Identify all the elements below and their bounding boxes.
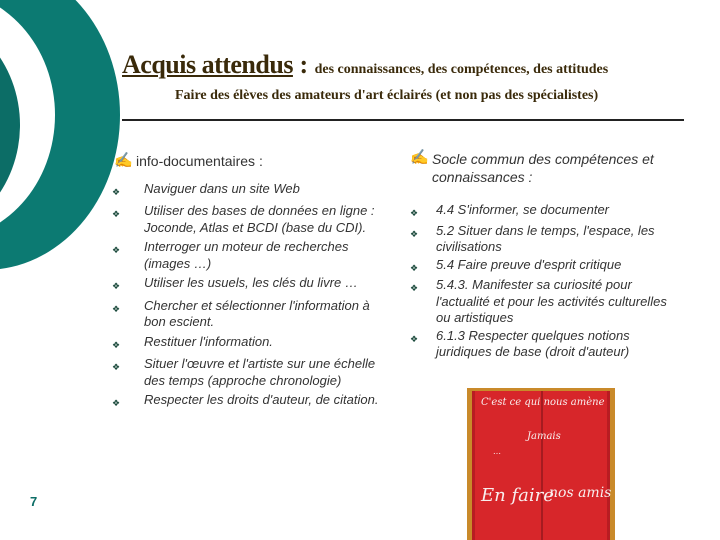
photo-door-divider	[541, 391, 543, 540]
diamond-bullet-icon: ❖	[112, 362, 121, 372]
diamond-bullet-icon: ❖	[410, 262, 419, 273]
photo-text: C'est ce qui nous amène	[481, 397, 605, 408]
left-heading	[114, 153, 384, 170]
diamond-bullet-icon: ❖	[112, 186, 121, 197]
title-colon: :	[292, 50, 315, 79]
right-heading	[410, 150, 680, 186]
left-list	[112, 181, 384, 412]
pen-bullet-icon: ✍	[114, 152, 133, 169]
diamond-bullet-icon: ❖	[410, 228, 419, 239]
diamond-bullet-icon: ❖	[112, 398, 121, 408]
photo-text: Jamais	[527, 431, 561, 442]
list-item: ❖ 5.4 Faire preuve d'esprit critique	[410, 257, 680, 277]
list-item: ❖ 4.4 S'informer, se documenter	[410, 202, 680, 222]
title-sub: des connaissances, des compétences, des attitudes	[314, 62, 609, 77]
diamond-bullet-icon: ❖	[410, 283, 419, 293]
slide-subtitle: Faire des élèves des amateurs d'art éclairés (et non pas des spécialistes)	[175, 88, 599, 103]
list-item: ❖ Restituer l'information.	[112, 334, 384, 354]
photo-red-board	[467, 388, 615, 540]
diamond-bullet-icon: ❖	[112, 245, 121, 255]
title-main: Acquis attendus	[122, 50, 293, 79]
list-item: ❖ Interroger un moteur de recherches (images …)	[112, 239, 349, 271]
pen-bullet-icon: ✍	[410, 149, 429, 166]
slide-title	[122, 50, 682, 80]
page-number: 7	[30, 494, 38, 509]
diamond-bullet-icon: ❖	[112, 303, 121, 314]
title-divider	[122, 119, 684, 121]
photo-text: nos amis	[549, 485, 612, 501]
diamond-bullet-icon: ❖	[112, 339, 121, 350]
right-heading-text: Socle commun des compétences et connaissances :	[432, 151, 654, 185]
list-item: ❖ Respecter les droits d'auteur, de citation.	[112, 392, 384, 412]
list-item: ❖ 5.2 Situer dans le temps, l'espace, les civilisations	[410, 222, 655, 254]
photo-board	[472, 391, 610, 540]
list-item: ❖ Naviguer dans un site Web	[112, 181, 384, 201]
right-column	[410, 150, 680, 362]
photo-text: …	[493, 447, 501, 456]
left-column	[112, 153, 384, 415]
diamond-bullet-icon: ❖	[410, 333, 419, 344]
list-item: ❖ Situer l'œuvre et l'artiste sur une échelle des temps (approche chronologie)	[112, 356, 376, 388]
diamond-bullet-icon: ❖	[112, 209, 121, 219]
list-item: ❖ Utiliser des bases de données en ligne : Joconde, Atlas et BCDI (base du CDI).	[112, 203, 375, 235]
photo-text: En faire	[481, 485, 554, 506]
list-item: ❖ Utiliser les usuels, les clés du livre …	[112, 275, 384, 295]
left-heading-text: info-documentaires :	[136, 153, 263, 169]
list-item: ❖ 6.1.3 Respecter quelques notions juridiques de base (droit d'auteur)	[410, 327, 630, 359]
diamond-bullet-icon: ❖	[410, 208, 419, 218]
right-list	[410, 202, 680, 361]
list-item: ❖ 5.4.3. Manifester sa curiosité pour l'actualité et pour les activités culturelles ou artistiques	[410, 277, 667, 325]
diamond-bullet-icon: ❖	[112, 281, 121, 291]
list-item: ❖ Chercher et sélectionner l'information à bon escient.	[112, 297, 370, 329]
